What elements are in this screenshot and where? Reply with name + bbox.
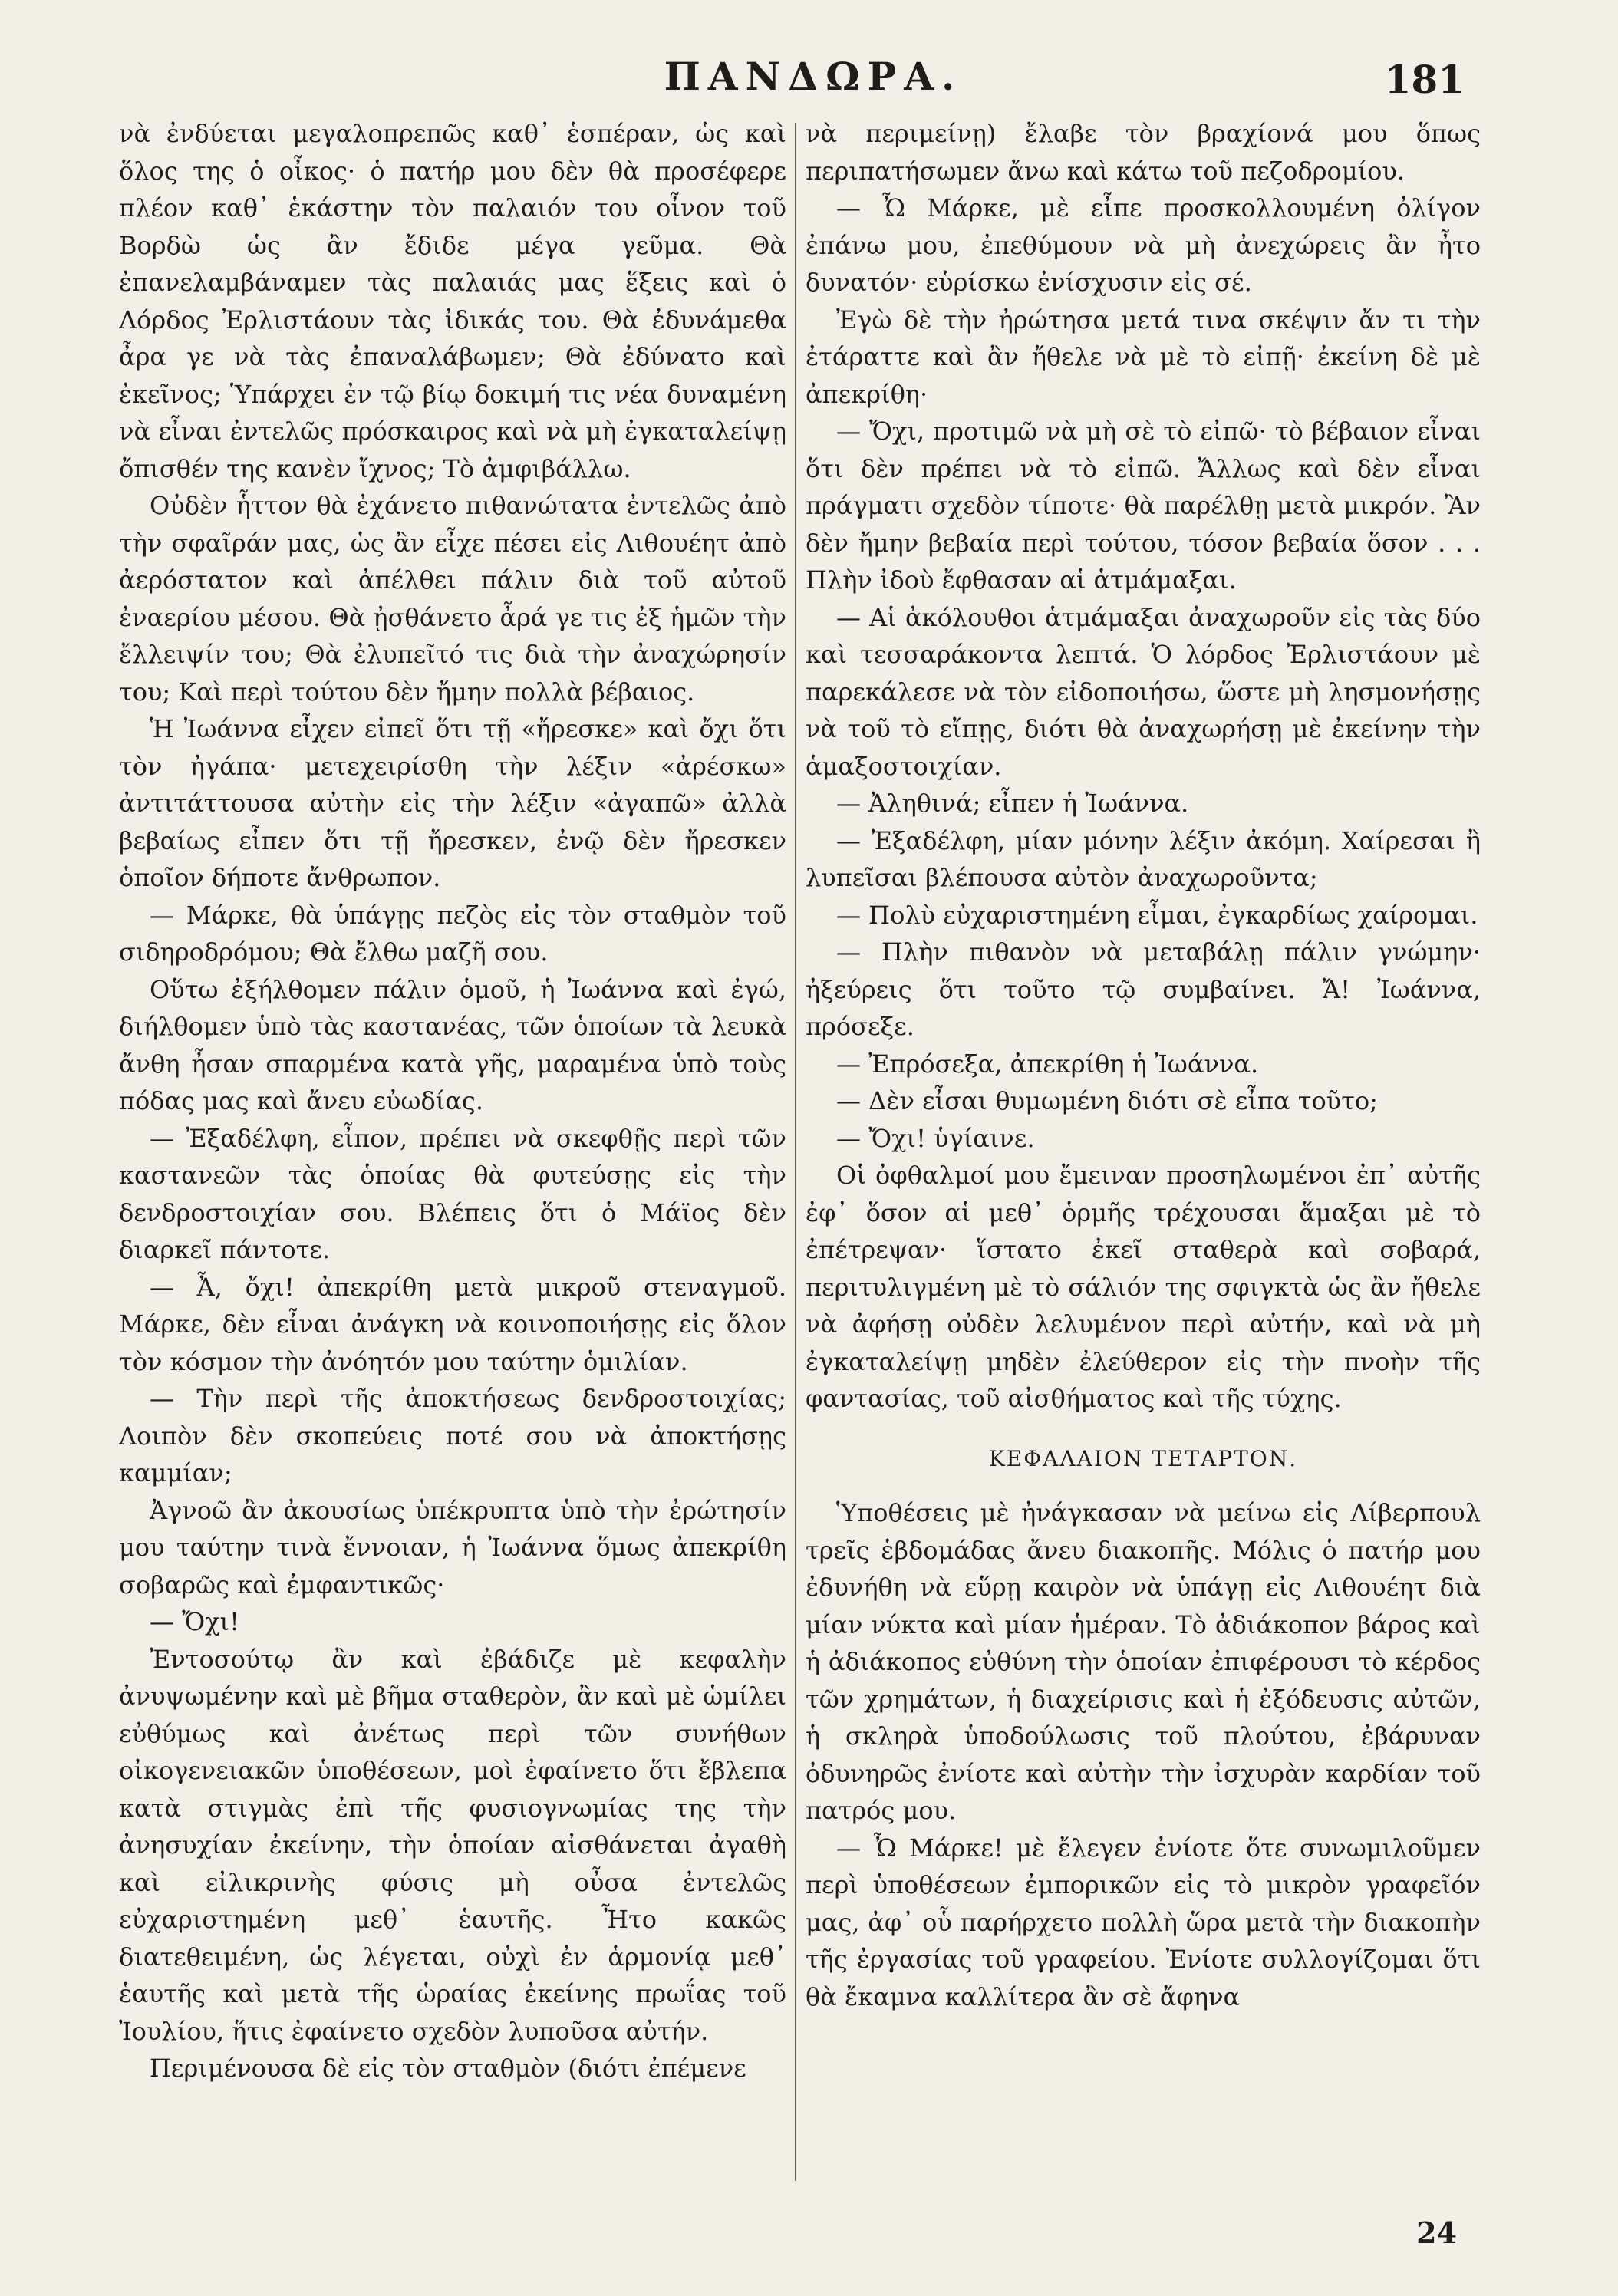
dialogue-line: — Μάρκε, θὰ ὑπάγῃς πεζὸς εἰς τὸν σταθμὸν τοῦ σιδηροδρόμου; Θὰ ἔλθω μαζῆ σου. xyxy=(119,900,786,967)
paragraph: Ὑποθέσεις μὲ ἠνάγκασαν νὰ μείνω εἰς Λίβερπουλ τρεῖς ἑβδομάδας ἄνευ διακοπῆς. Μόλις ὁ πατήρ μου ἐδυνήθη νὰ εὕρῃ καιρὸν νὰ ὑπάγῃ εἰς Λιθουέητ διὰ μίαν νύκτα καὶ μίαν ἡμέραν. Τὸ ἀδιάκοπον βάρος καὶ ἡ ἀδιάκοπος εὐθύνη τὴν ὁποίαν ἐπιφέρουσι τὸ κέρδος τῶν χρημάτων, ἡ διαχείρισις καὶ ἡ ἐξόδευσις αὐτῶν, ἡ σκληρὰ ὑποδούλωσις τοῦ πλούτου, ἐβάρυναν ὀδυνηρῶς ἐνίοτε καὶ αὐτὴν τὴν ἰσχυρὰν καρδίαν τοῦ πατρός μου. xyxy=(806,1498,1481,1825)
paragraph: Ἐγὼ δὲ τὴν ἠρώτησα μετά τινα σκέψιν ἄν τι τὴν ἐτάραττε καὶ ἂν ἤθελε νὰ μὲ τὸ εἰπῇ· ἐκείνη δὲ μὲ ἀπεκρίθη· xyxy=(806,305,1481,409)
dialogue-line: — Ἆ, ὄχι! ἀπεκρίθη μετὰ μικροῦ στεναγμοῦ. Μάρκε, δὲν εἶναι ἀνάγκη νὰ κοινοποιήσῃς εἰς ὅλον τὸν κόσμον τὴν ἀνόητόν μου ταύτην ὁμιλίαν. xyxy=(119,1272,786,1376)
dialogue-line: — Αἱ ἀκόλουθοι ἁτμάμαξαι ἀναχωροῦν εἰς τὰς δύο καὶ τεσσαράκοντα λεπτά. Ὁ λόρδος Ἐρλιστάουν μὲ παρεκάλεσε νὰ τὸν εἰδοποιήσω, ὥστε μὴ λησμονήσῃς νὰ τοῦ τὸ εἴπῃς, διότι θὰ ἀναχωρήσῃ μὲ ἐκείνην τὴν ἁμαξοστοιχίαν. xyxy=(806,602,1481,781)
dialogue-line: — Δὲν εἶσαι θυμωμένη διότι σὲ εἶπα τοῦτο; xyxy=(836,1086,1378,1115)
paragraph: νὰ ἐνδύεται μεγαλοπρεπῶς καθ᾿ ἑσπέραν, ὡς καὶ ὅλος της ὁ οἶκος· ὁ πατήρ μου δὲν θὰ προσέφερε πλέον καθ᾿ ἑκάστην τὸν παλαιόν του οἶνον τοῦ Βορδὼ ὡς ἂν ἔδιδε μέγα γεῦμα. Θὰ ἐπανελαμβάναμεν τὰς παλαιάς μας ἕξεις καὶ ὁ Λόρδος Ἐρλιστάουν τὰς ἰδικάς του. Θὰ ἐδυνάμεθα ἆρα γε νὰ τὰς ἐπαναλάβωμεν; Θὰ ἐδύνατο καὶ ἐκεῖνος; Ὑπάρχει ἐν τῷ βίῳ δοκιμή τις νέα δυναμένη νὰ εἶναι ἐντελῶς πρόσκαιρος καὶ νὰ μὴ ἐγκαταλείψῃ ὄπισθέν της κανὲν ἴχνος; Τὸ ἀμφιβάλλω. xyxy=(119,119,786,483)
paragraph: Ἀγνοῶ ἂν ἀκουσίως ὑπέκρυπτα ὑπὸ τὴν ἐρώτησίν μου ταύτην τινὰ ἔννοιαν, ἡ Ἰωάννα ὅμως ἀπεκρίθη σοβαρῶς καὶ ἐμφαντικῶς· xyxy=(119,1495,786,1599)
paragraph: νὰ περιμείνῃ) ἔλαβε τὸν βραχίονά μου ὅπως περιπατήσωμεν ἄνω καὶ κάτω τοῦ πεζοδρομίου. xyxy=(806,119,1481,186)
paragraph: Οὕτω ἐξήλθομεν πάλιν ὁμοῦ, ἡ Ἰωάννα καὶ ἐγώ, διήλθομεν ὑπὸ τὰς καστανέας, τῶν ὁποίων τὰ λευκὰ ἄνθη ἦσαν σπαρμένα κατὰ γῆς, μαραμένα ὑπὸ τοὺς πόδας μας καὶ ἄνευ εὐωδίας. xyxy=(119,974,786,1115)
dialogue-line: — Ἀληθινά; εἶπεν ἡ Ἰωάννα. xyxy=(836,789,1189,818)
dialogue-line: — Ἐξαδέλφη, μίαν μόνην λέξιν ἀκόμη. Χαίρεσαι ἢ λυπεῖσαι βλέπουσα αὐτὸν ἀναχωροῦντα; xyxy=(806,825,1481,892)
column-divider xyxy=(795,123,796,2181)
dialogue-line: — Πολὺ εὐχαριστημένη εἶμαι, ἐγκαρδίως χαίρομαι. xyxy=(836,900,1478,930)
running-title: ΠΑΝΔΩΡΑ. xyxy=(664,54,963,99)
dialogue-line: — Ὄχι! ὑγίαινε. xyxy=(836,1123,1035,1153)
paragraph: Οἱ ὀφθαλμοί μου ἔμειναν προσηλωμένοι ἐπ᾿ αὐτῆς ἐφ᾿ ὅσον αἱ μεθ᾿ ὁρμῆς τρέχουσαι ἅμαξαι μὲ τὸ ἐπέτρεψαν· ἵστατο ἐκεῖ σταθερὰ καὶ σοβαρά, περιτυλιγμένη μὲ τὸ σάλιόν της σφιγκτὰ ὡς ἂν ἤθελε νὰ ἀφήσῃ οὐδὲν λελυμένον περὶ αὐτήν, καὶ νὰ μὴ ἐγκαταλείψῃ μηδὲν ἐλεύθερον εἰς τὴν πνοὴν τῆς φαντασίας, τοῦ αἰσθήματος καὶ τῆς τύχης. xyxy=(806,1161,1481,1413)
dialogue-line: — Ἐπρόσεξα, ἀπεκρίθη ἡ Ἰωάννα. xyxy=(836,1049,1259,1079)
paragraph: Ἡ Ἰωάννα εἶχεν εἰπεῖ ὅτι τῇ «ἤρεσκε» καὶ ὄχι ὅτι τὸν ἠγάπα· μετεχειρίσθη τὴν λέξιν «ἀρέσκω» ἀντιτάττουσα αὐτὴν εἰς τὴν λέξιν «ἀγαπῶ» ἀλλὰ βεβαίως εἶπεν ὅτι τῇ ἤρεσκεν, ἐνῷ δὲν ἤρεσκεν ὁποῖον δήποτε ἄνθρωπον. xyxy=(119,714,786,892)
page-header xyxy=(0,54,1618,115)
dialogue-line: — Ἐξαδέλφη, εἶπον, πρέπει νὰ σκεφθῇς περὶ τῶν καστανεῶν τὰς ὁποίας θὰ φυτεύσῃς εἰς τὴν δενδροστοιχίαν σου. Βλέπεις ὅτι ὁ Μάϊος δὲν διαρκεῖ πάντοτε. xyxy=(119,1123,786,1264)
dialogue-line: — Ὦ Μάρκε! μὲ ἔλεγεν ἐνίοτε ὅτε συνωμιλοῦμεν περὶ ὑποθέσεων ἐμπορικῶν εἰς τὸ μικρὸν γραφεῖόν μας, ἀφ᾿ οὗ παρήρχετο πολλὴ ὥρα μετὰ τὴν διακοπὴν τῆς ἐργασίας τοῦ γραφείου. Ἐνίοτε συλλογίζομαι ὅτι θὰ ἔκαμνα καλλίτερα ἂν σὲ ἄφηνα xyxy=(806,1833,1481,2011)
paragraph: Περιμένουσα δὲ εἰς τὸν σταθμὸν (διότι ἐπέμενε xyxy=(150,2054,746,2083)
dialogue-line: — Τὴν περὶ τῆς ἀποκτήσεως δενδροστοιχίας; Λοιπὸν δὲν σκοπεύεις ποτέ σου νὰ ἀποκτήσῃς καμμίαν; xyxy=(119,1384,786,1487)
printer-signature-mark: 24 xyxy=(1416,2215,1457,2250)
right-column xyxy=(806,115,1481,2189)
paragraph: Ἐντοσούτῳ ἂν καὶ ἐβάδιζε μὲ κεφαλὴν ἀνυψωμένην καὶ μὲ βῆμα σταθερὸν, ἂν καὶ μὲ ὡμίλει εὐθύμως καὶ ἀνέτως περὶ τῶν συνήθων οἰκογενειακῶν ὑποθέσεων, μοὶ ἐφαίνετο ὅτι ἔβλεπα κατὰ στιγμὰς ἐπὶ τῆς φυσιογνωμίας της τὴν ἀνησυχίαν ἐκείνην, τὴν ὁποίαν αἰσθάνεται ἀγαθὴ καὶ εἰλικρινὴς φύσις μὴ οὖσα ἐντελῶς εὐχαριστημένη μεθ᾿ ἑαυτῆς. Ἦτο κακῶς διατεθειμένη, ὡς λέγεται, οὐχὶ ἐν ἁρμονίᾳ μεθ᾿ ἑαυτῆς καὶ μετὰ τῆς ὡραίας ἐκείνης πρωΐας τοῦ Ἰουλίου, ἥτις ἐφαίνετο σχεδὸν λυποῦσα αὐτήν. xyxy=(119,1644,786,2046)
dialogue-line: — Ὦ Μάρκε, μὲ εἶπε προσκολλουμένη ὀλίγον ἐπάνω μου, ἐπεθύμουν νὰ μὴ ἀνεχώρεις ἂν ἦτο δυνατόν· εὑρίσκω ἐνίσχυσιν εἰς σέ. xyxy=(806,193,1481,297)
dialogue-line: — Ὄχι! xyxy=(150,1607,239,1636)
chapter-heading: ΚΕΦΑΛΑΙΟΝ ΤΕΤΑΡΤΟΝ. xyxy=(988,1445,1298,1471)
dialogue-line: — Πλὴν πιθανὸν νὰ μεταβάλῃ πάλιν γνώμην· ἠξεύρεις ὅτι τοῦτο τῷ συμβαίνει. Ἄ! Ἰωάννα, πρόσεξε. xyxy=(806,937,1481,1041)
page-number: 181 xyxy=(1384,57,1465,102)
dialogue-line: — Ὄχι, προτιμῶ νὰ μὴ σὲ τὸ εἰπῶ· τὸ βέβαιον εἶναι ὅτι δὲν πρέπει νὰ τὸ εἰπῶ. Ἄλλως καὶ δὲν εἶναι πράγματι σχεδὸν τίποτε· θὰ παρέλθῃ μετὰ μικρόν. Ἂν δὲν ἤμην βεβαία περὶ τούτου, τόσον βεβαία ὅσον . . . Πλὴν ἰδοὺ ἔφθασαν αἱ ἁτμάμαξαι. xyxy=(806,417,1481,595)
left-column xyxy=(119,115,786,2189)
paragraph: Οὐδὲν ἧττον θὰ ἐχάνετο πιθανώτατα ἐντελῶς ἀπὸ τὴν σφαῖράν μας, ὡς ἂν εἶχε πέσει εἰς Λιθουέητ ἀπὸ ἀερόστατον καὶ ἀπέλθει πάλιν διὰ τοῦ αὐτοῦ ἐναερίου μέσου. Θὰ ᾐσθάνετο ἆρά γε τις ἐξ ἡμῶν τὴν ἔλλειψίν του; Θὰ ἐλυπεῖτό τις διὰ τὴν ἀναχώρησίν του; Καὶ περὶ τούτου δὲν ἤμην πολλὰ βέβαιος. xyxy=(119,491,786,707)
